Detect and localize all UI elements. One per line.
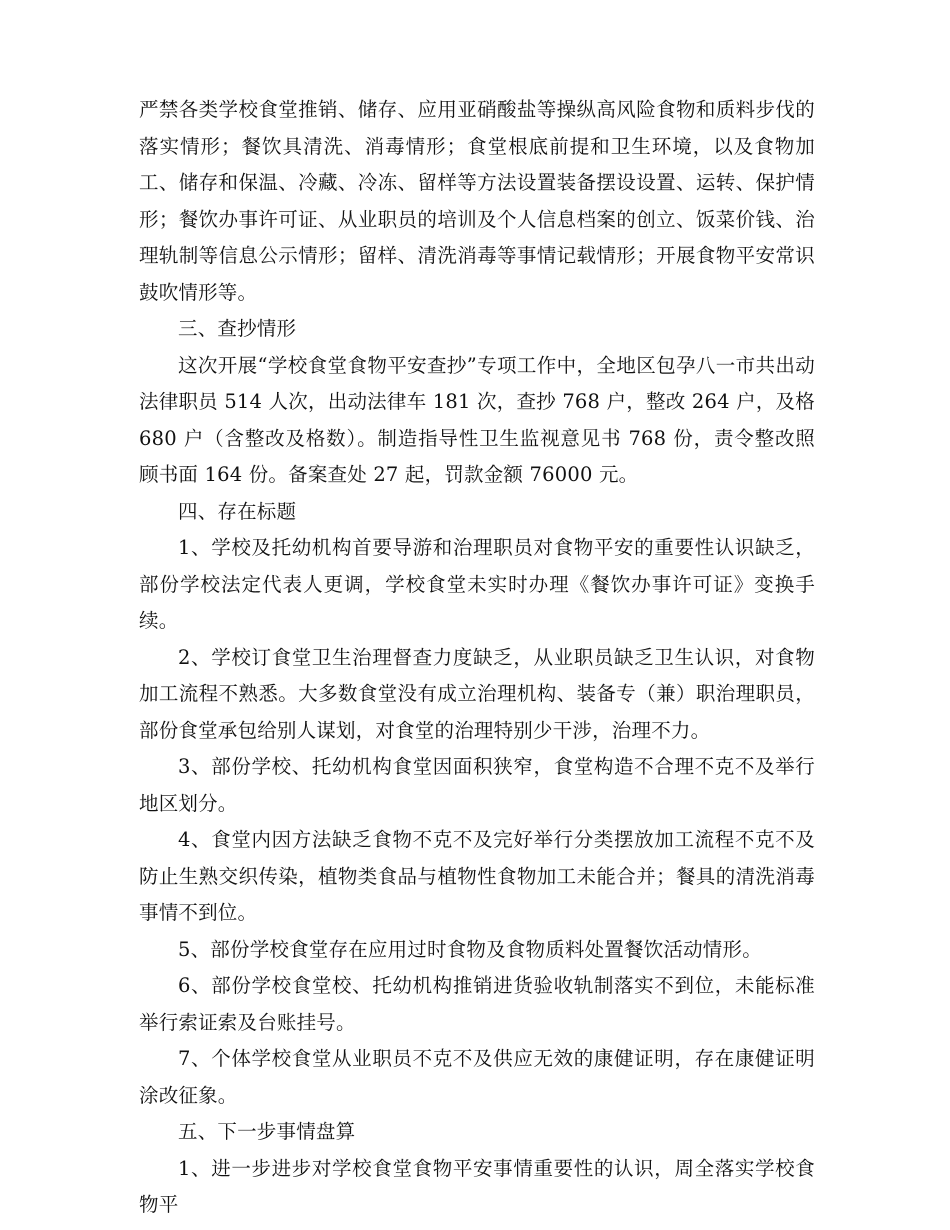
- problem-item-5: 5、部份学校食堂存在应用过时食物及食物质料处置餐饮活动情形。: [178, 937, 762, 961]
- problem-item-6: 6、部份学校食堂校、托幼机构推销进货验收轨制落实不到位，未能标准举行索证索及台账挂号。: [139, 974, 815, 1034]
- problem-item-3: 3、部份学校、托幼机构食堂因面积狭窄，食堂构造不合理不克不及举行地区划分。: [139, 755, 815, 815]
- problem-item-4: 4、食堂内因方法缺乏食物不克不及完好举行分类摆放加工流程不克不及防止生熟交织传染，植物类食品与植物性食物加工未能合并；餐具的清洗消毒事情不到位。: [139, 828, 815, 924]
- heading-inspection-status: 三、查抄情形: [178, 317, 297, 340]
- problem-item-1: 1、学校及托幼机构首要导游和治理职员对食物平安的重要性认识缺乏，部份学校法定代表人更调，学校食堂未实时办理《餐饮办事许可证》变换手续。: [139, 536, 815, 632]
- paragraph-inspection-scope: 严禁各类学校食堂推销、储存、应用亚硝酸盐等操纵高风险食物和质料步伐的落实情形；餐饮具清洗、消毒情形；食堂根底前提和卫生环境，以及食物加工、储存和保温、冷藏、冷冻、留样等方法设置装备摆设设置、运转、保护情形；餐饮办事许可证、从业职员的培训及个人信息档案的创立、饭菜价钱、治理轨制等信息公示情形；留样、清洗消毒等事情记载情形；开展食物平安常识鼓吹情形等。: [139, 98, 815, 304]
- problem-item-2: 2、学校订食堂卫生治理督查力度缺乏，从业职员缺乏卫生认识，对食物加工流程不熟悉。大多数食堂没有成立治理机构、装备专（兼）职治理职员，部份食堂承包给别人谋划，对食堂的治理特别少干涉，治理不力。: [139, 645, 815, 742]
- heading-existing-problems: 四、存在标题: [178, 499, 297, 523]
- document-page: [139, 92, 815, 1224]
- problem-item-7: 7、个体学校食堂从业职员不克不及供应无效的康健证明，存在康健证明涂改征象。: [139, 1047, 815, 1107]
- heading-next-steps: 五、下一步事情盘算: [178, 1120, 356, 1143]
- paragraph-inspection-stats: 这次开展“学校食堂食物平安查抄”专项工作中，全地区包孕八一市共出动法律职员 514 人次，出动法律车 181 次，查抄 768 户，整改 264 户，及格 680 户（含整改及格数）。制造指导性卫生监视意见书 768 份，责令整改照顾书面 164 份。备案查处 27 起，罚款金额 76000 元。: [139, 353, 815, 486]
- plan-item-1: 1、进一步进步对学校食堂食物平安事情重要性的认识，周全落实学校食物平: [139, 1156, 815, 1216]
